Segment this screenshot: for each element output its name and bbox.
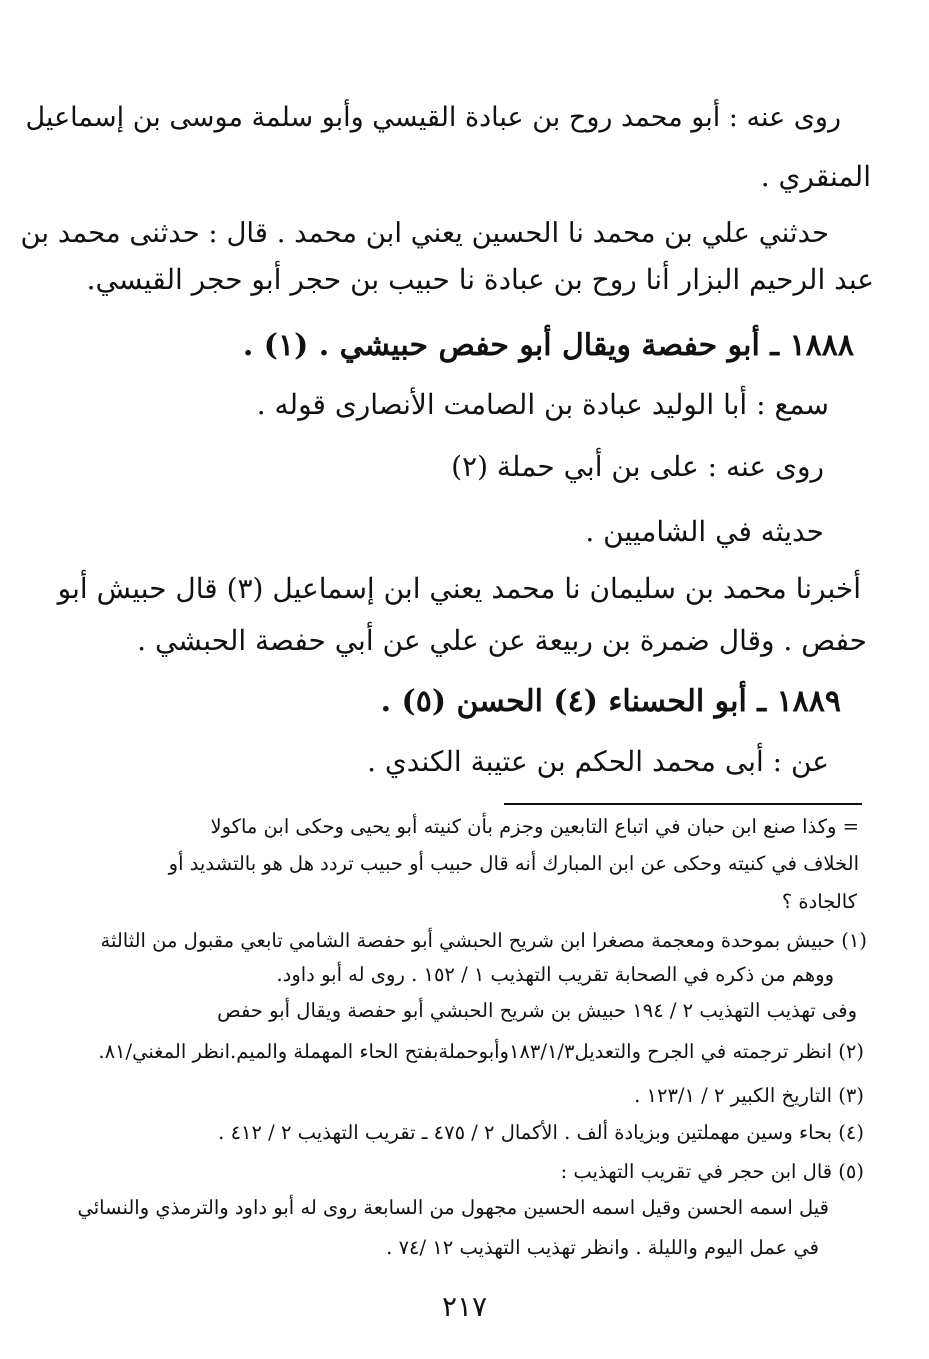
- footnote-line: = وكذا صنع ابن حبان في اتباع التابعين وجزم بأن كنيته أبو يحيى وحكى ابن ماكولا: [210, 815, 859, 838]
- entry-heading-1889: ١٨٨٩ ـ أبو الحسناء (٤) الحسن (٥) .: [380, 684, 841, 719]
- footnote-line: قيل اسمه الحسن وقيل اسمه الحسين مجهول من السابعة روى له أبو داود والترمذي والنسائي: [77, 1196, 829, 1219]
- footnote-line: (٤) بحاء وسين مهملتين وبزيادة ألف . الأكمال ٢ / ٤٧٥ ـ تقريب التهذيب ٢ / ٤١٢ .: [218, 1121, 864, 1144]
- main-text-line: روى عنه : على بن أبي حملة (٢): [451, 450, 824, 483]
- footnote-line: (٣) التاريخ الكبير ٢ / ١٢٣/١ .: [634, 1084, 864, 1107]
- footnote-line: في عمل اليوم والليلة . وانظر تهذيب التهذيب ١٢ /٧٤ .: [386, 1236, 819, 1259]
- main-text-line: عبد الرحيم البزار أنا روح بن عبادة نا حبيب بن حجر أبو حجر القيسي.: [86, 263, 874, 296]
- main-text-line: سمع : أبا الوليد عبادة بن الصامت الأنصارى قوله .: [256, 388, 829, 421]
- footnote-line: الخلاف في كنيته وحكى عن ابن المبارك أنه قال حبيب أو حبيب تردد هل هو بالتشديد أو: [168, 852, 859, 875]
- page-number: ٢١٧: [441, 1290, 488, 1323]
- main-text-line: عن : أبى محمد الحكم بن عتيبة الكندي .: [367, 745, 829, 778]
- footnote-line: وفى تهذيب التهذيب ٢ / ١٩٤ حبيش بن شريح الحبشي أبو حفصة ويقال أبو حفص: [217, 999, 857, 1022]
- main-text-line: المنقري .: [760, 160, 871, 193]
- footnote-separator: [504, 803, 862, 805]
- footnote-line: (٥) قال ابن حجر في تقريب التهذيب :: [560, 1160, 864, 1183]
- main-text-line: روى عنه : أبو محمد روح بن عبادة القيسي وأبو سلمة موسى بن إسماعيل: [25, 102, 841, 133]
- footnote-line: (٢) انظر ترجمته في الجرح والتعديل١٨٣/١/٣وأبوحملةبفتح الحاء المهملة والميم.انظر المغني/٨١.: [98, 1040, 864, 1063]
- main-text-line: حديثه في الشاميين .: [585, 515, 824, 548]
- main-text-line: حفص . وقال ضمرة بن ربيعة عن علي عن أبي حفصة الحبشي .: [137, 624, 867, 657]
- footnote-line: ووهم من ذكره في الصحابة تقريب التهذيب ١ / ١٥٢ . روى له أبو داود.: [276, 963, 834, 986]
- footnote-line: (١) حبيش بموحدة ومعجمة مصغرا ابن شريح الحبشي أبو حفصة الشامي تابعي مقبول من الثالثة: [100, 929, 867, 952]
- entry-heading-1888: ١٨٨٨ ـ أبو حفصة ويقال أبو حفص حبيشي . (١) .: [242, 328, 854, 363]
- main-text-line: حدثني علي بن محمد نا الحسين يعني ابن محمد . قال : حدثنى محمد بن: [20, 217, 829, 249]
- footnote-line: كالجادة ؟: [781, 890, 857, 913]
- main-text-line: أخبرنا محمد بن سليمان نا محمد يعني ابن إسماعيل (٣) قال حبيش أبو: [57, 572, 861, 605]
